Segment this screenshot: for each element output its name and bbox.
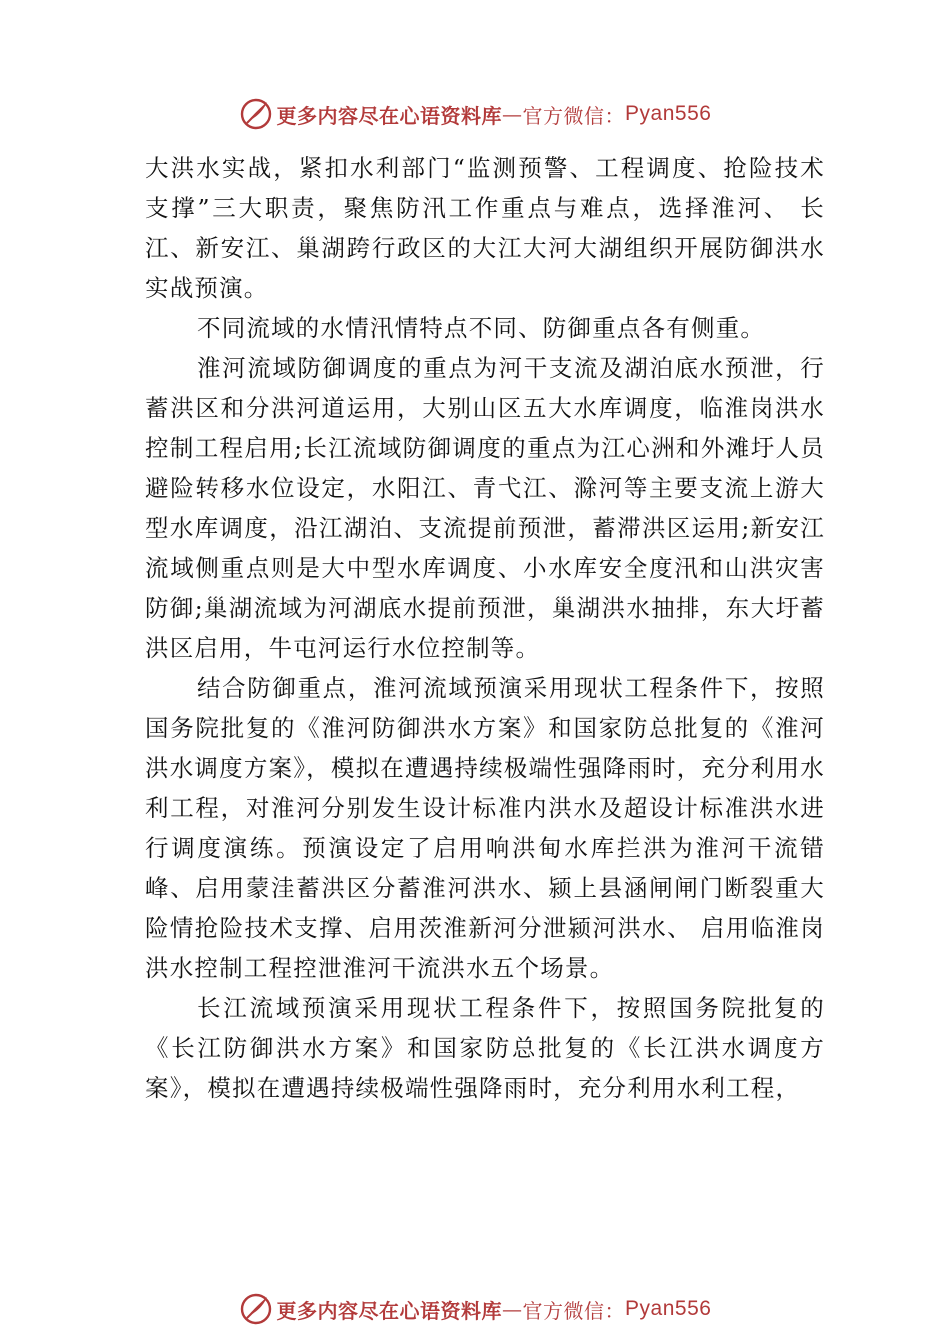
banner-wechat-id: Pyan556 — [625, 102, 712, 125]
banner-main-text: 更多内容尽在心语资料库 — [276, 103, 503, 128]
paragraph-1: 大洪水实战，紧扣水利部门“监测预警、工程调度、抢险技术支撑”三大职责，聚焦防汛工作重点与难点，选择淮河、 长江、新安江、巢湖跨行政区的大江大河大湖组织开展防御洪水实战预演。 — [145, 154, 825, 302]
paragraph-3: 淮河流域防御调度的重点为河干支流及湖泊底水预泄，行蓄洪区和分洪河道运用，大别山区五大水库调度，临淮岗洪水控制工程启用;长江流域防御调度的重点为江心洲和外滩圩人员避险转移水位设定，水阳江、青弋江、滁河等主要支流上游大型水库调度，沿江湖泊、支流提前预泄，蓄滞洪区运用;新安江流域侧重点则是大中型水库调度、小水库安全度汛和山洪灾害防御;巢湖流域为河湖底水提前预泄，巢湖洪水抽排，东大圩蓄洪区启用，牛屯河运行水位控制等。 — [145, 354, 825, 662]
quill-pen-logo-icon — [239, 1292, 273, 1326]
banner-official-label: 官方微信： — [522, 1298, 626, 1323]
banner-wechat-id: Pyan556 — [625, 1297, 712, 1320]
paragraph-4: 结合防御重点，淮河流域预演采用现状工程条件下，按照国务院批复的《淮河防御洪水方案》和国家防总批复的《淮河洪水调度方案》，模拟在遭遇持续极端性强降雨时，充分利用水利工程，对淮河分别发生设计标准内洪水及超设计标准洪水进行调度演练。预演设定了启用响洪甸水库拦洪为淮河干流错峰、启用蒙洼蓄洪区分蓄淮河洪水、颍上县涵闸闸门断裂重大险情抢险技术支撑、启用茨淮新河分泄颍河洪水、 启用临淮岗洪水控制工程控泄淮河干流洪水五个场景。 — [145, 674, 825, 982]
banner-dash: — — [502, 102, 523, 126]
footer-watermark-banner — [0, 1289, 950, 1329]
header-watermark-banner — [0, 94, 950, 134]
banner-main-text: 更多内容尽在心语资料库 — [276, 1298, 503, 1323]
quill-pen-logo-icon — [239, 97, 273, 131]
banner-dash: — — [502, 1297, 523, 1321]
banner-official-label: 官方微信： — [522, 103, 626, 128]
document-body — [145, 148, 825, 1108]
paragraph-5: 长江流域预演采用现状工程条件下，按照国务院批复的《长江防御洪水方案》和国家防总批复的《长江洪水调度方案》，模拟在遭遇持续极端性强降雨时，充分利用水利工程， — [145, 994, 825, 1102]
paragraph-2: 不同流域的水情汛情特点不同、防御重点各有侧重。 — [197, 314, 766, 342]
